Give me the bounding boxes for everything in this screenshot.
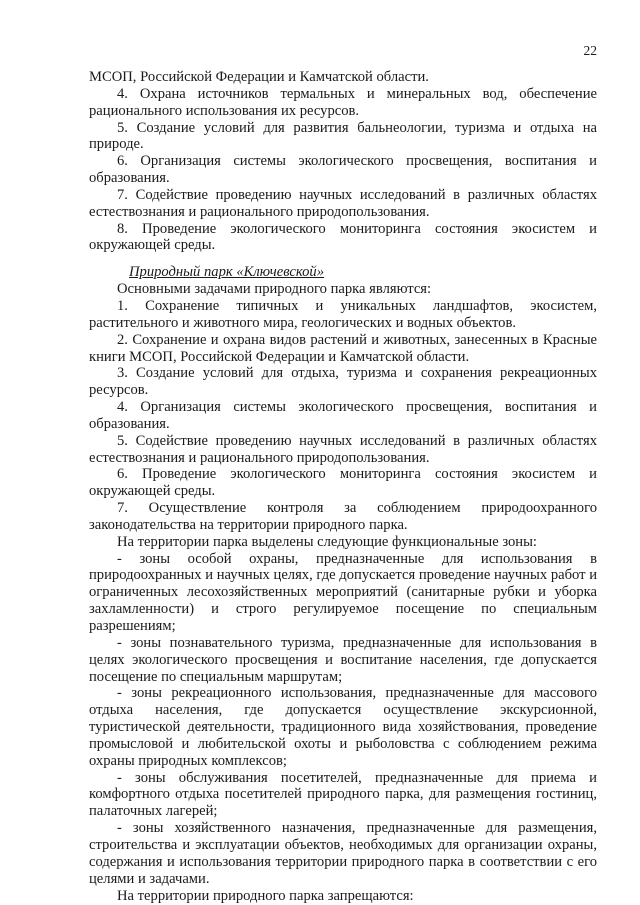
paragraph: 7. Содействие проведению научных исследований в различных областях естествознания и рационального природопользования. <box>89 186 597 220</box>
paragraph: Основными задачами природного парка являются: <box>117 281 432 298</box>
paragraph: - зоны рекреационного использования, предназначенные для массового отдыха населения, где допускается осуществление экскурсионной, туристической деятельности, традиционного вида хозяйствования, проведение промысловой и любительской охоты и рыболовства с соблюдением режима охраны природных комплексов; <box>89 685 597 769</box>
section-heading: Природный парк «Ключевской» <box>129 264 325 281</box>
paragraph: 4. Охрана источников термальных и минеральных вод, обеспечение рационального использования их ресурсов. <box>89 85 597 119</box>
paragraph: - зоны особой охраны, предназначенные для использования в природоохранных и научных целях, где допускается проведение научных работ и ограниченных лесохозяйственных мероприятий (санитарные рубки и уборка захламленности) и строго регулируемое посещение по специальным разрешениям; <box>89 550 597 634</box>
paragraph: 5. Создание условий для развития бальнеологии, туризма и отдыха на природе. <box>89 119 597 153</box>
paragraph: 6. Проведение экологического мониторинга состояния экосистем и окружающей среды. <box>89 466 597 500</box>
page-number: 22 <box>583 43 597 58</box>
paragraph: 8. Проведение экологического мониторинга состояния экосистем и окружающей среды. <box>89 220 597 254</box>
paragraph: - зоны познавательного туризма, предназначенные для использования в целях экологического просвещения и воспитание населения, где допускается посещение по специальным маршрутам; <box>89 634 597 685</box>
paragraph: 3. Создание условий для отдыха, туризма и сохранения рекреационных ресурсов. <box>89 365 597 399</box>
paragraph: 5. Содействие проведению научных исследований в различных областях естествознания и рационального природопользования. <box>89 432 597 466</box>
paragraph: - зоны хозяйственного назначения, предназначенные для размещения, строительства и эксплуатации объектов, необходимых для организации охраны, содержания и использования территории природного парка в соответствии с его целями и задачами. <box>89 820 597 887</box>
paragraph: 6. Организация системы экологического просвещения, воспитания и образования. <box>89 153 597 187</box>
paragraph: На территории парка выделены следующие функциональные зоны: <box>117 533 537 550</box>
paragraph: 7. Осуществление контроля за соблюдением природоохранного законодательства на территории природного парка. <box>89 500 597 533</box>
paragraph: МСОП, Российской Федерации и Камчатской области. <box>89 69 429 85</box>
paragraph: 4. Организация системы экологического просвещения, воспитания и образования. <box>89 399 597 432</box>
paragraph: - зоны обслуживания посетителей, предназначенные для приема и комфортного отдыха посетителей природного парка, для размещения гостиниц, палаточных лагерей; <box>89 769 597 820</box>
paragraph: 1. Сохранение типичных и уникальных ландшафтов, экосистем, растительного и животного мира, геологических и водных объектов. <box>89 297 597 331</box>
paragraph: На территории природного парка запрещаются: <box>117 887 414 904</box>
paragraph: 2. Сохранение и охрана видов растений и животных, занесенных в Красные книги МСОП, Российской Федерации и Камчатской области. <box>89 331 597 365</box>
document-body <box>89 69 597 904</box>
